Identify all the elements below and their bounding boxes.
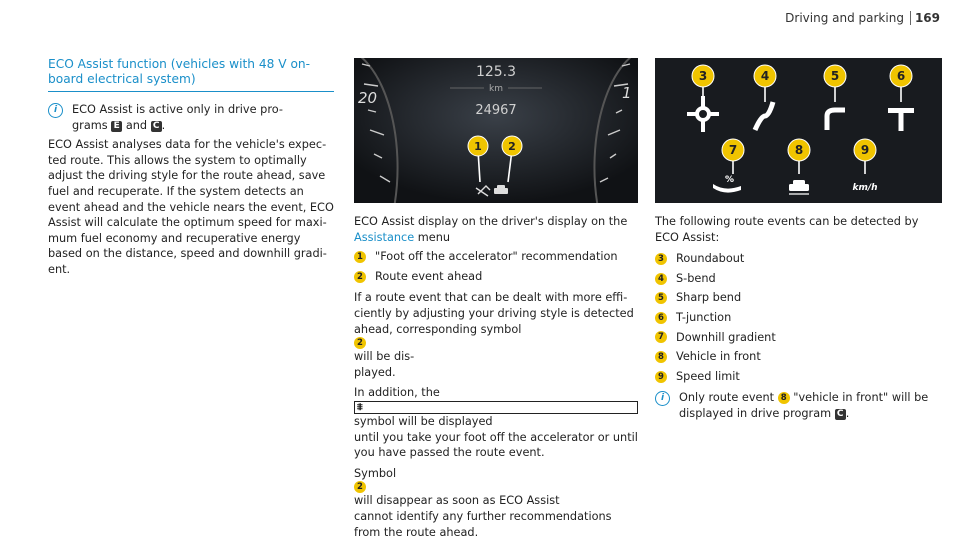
speed-limit-icon: km/h: [852, 183, 878, 193]
note-text: "vehicle in front" will be: [789, 391, 929, 405]
list-item: [354, 249, 638, 265]
callout-badge: 2: [354, 337, 366, 349]
text: will be dis-: [354, 350, 415, 364]
svg-text:1: 1: [474, 140, 482, 153]
callout-badge: 2: [354, 271, 366, 283]
line: from the route ahead.: [354, 525, 479, 539]
body-paragraph: [48, 137, 334, 277]
callout-7: [722, 139, 744, 161]
line: [354, 466, 638, 509]
callout-9: [854, 139, 876, 161]
callout-badge: 8: [655, 351, 667, 363]
line: cannot identify any further recommendations: [354, 509, 612, 523]
list-item: [655, 251, 942, 267]
text: In addition, the: [354, 386, 440, 400]
page-number: 169: [910, 11, 940, 25]
note-text: displayed in drive program: [679, 406, 835, 420]
line: fuel and recuperate. If the system detects an: [48, 184, 304, 198]
svg-text:6: 6: [896, 69, 906, 83]
svg-text:2: 2: [508, 140, 516, 153]
route-event-icons-graphic: [655, 58, 942, 203]
line: ent.: [48, 262, 71, 276]
list-text: Roundabout: [676, 252, 745, 266]
list-item: [655, 349, 942, 365]
note-text: Only route event: [679, 391, 778, 405]
info-icon: i: [655, 391, 670, 406]
svg-text:3: 3: [698, 69, 708, 83]
line: adjust the driving style for the route ahead, save: [48, 169, 326, 183]
note-text: ECO Assist is active only in drive pro-: [72, 103, 283, 116]
line: [354, 385, 638, 429]
list-text: Speed limit: [676, 369, 740, 383]
instrument-cluster-graphic: [354, 58, 638, 203]
list-text: "Foot off the accelerator" recommendation: [375, 250, 618, 264]
column-display-legend: [354, 214, 638, 545]
section-heading: ECO Assist function (vehicles with 48 V on-board electrical system): [48, 57, 334, 92]
body-paragraph: [354, 385, 638, 460]
callout-badge: 9: [655, 371, 667, 383]
line: based on the distance, speed and downhill gradi-: [48, 247, 327, 261]
callout-badge: 5: [655, 292, 667, 304]
callout-badge: 6: [655, 312, 667, 324]
list-item: [655, 271, 942, 287]
driver-display-image: [354, 58, 638, 203]
info-icon: i: [48, 103, 63, 118]
line: mum fuel economy and recuperative energy: [48, 231, 301, 245]
drive-program-c-icon: C: [835, 409, 846, 420]
text: Symbol: [354, 466, 397, 480]
foot-off-symbol-icon: ⩨: [354, 401, 638, 414]
svg-text:9: 9: [860, 143, 870, 157]
trip-distance: 125.3: [475, 64, 517, 80]
speedo-number: 20: [358, 89, 378, 107]
callout-badge: 8: [778, 392, 790, 404]
note-text: grams: [72, 118, 112, 132]
section-title: Driving and parking: [785, 11, 904, 25]
drive-program-e-icon: E: [111, 121, 122, 132]
list-item: [354, 269, 638, 285]
text: will disappear as soon as ECO Assist: [354, 494, 560, 508]
callout-4: [754, 65, 776, 87]
body-paragraph: [354, 290, 638, 380]
drive-program-c-icon: C: [151, 121, 162, 132]
intro-line: ECO Assist:: [655, 230, 720, 244]
info-note: [48, 102, 334, 133]
line: you have passed the route event.: [354, 446, 545, 460]
callout-5: [824, 65, 846, 87]
note-text: and: [122, 118, 151, 132]
figure-caption: ECO Assist display on the driver's display on the: [354, 215, 628, 228]
list-item: [655, 310, 942, 326]
line: [354, 322, 638, 365]
list-text: S-bend: [676, 271, 716, 285]
line: ECO Assist analyses data for the vehicle's expec-: [48, 138, 327, 152]
callout-badge: 2: [354, 481, 366, 493]
list-text: Downhill gradient: [676, 330, 776, 344]
note-text: .: [845, 406, 850, 420]
assistance-menu-link[interactable]: Assistance: [354, 230, 415, 244]
line: event ahead and the vehicle nears the event, ECO: [48, 200, 334, 214]
note-text: .: [161, 118, 166, 132]
list-text: Vehicle in front: [676, 350, 761, 364]
text: ahead, corresponding symbol: [354, 322, 522, 336]
list-item: [655, 369, 942, 385]
svg-text:7: 7: [728, 143, 738, 157]
info-note: [655, 390, 942, 421]
column-eco-assist: [48, 58, 334, 283]
list-item: [655, 290, 942, 306]
text: symbol will be displayed: [354, 414, 493, 428]
callout-badge: 4: [655, 273, 667, 285]
intro-line: The following route events can be detected by: [655, 215, 919, 228]
callout-badge: 3: [655, 253, 667, 265]
callout-8: [788, 139, 810, 161]
column-route-events: [655, 214, 942, 426]
caption-text: menu: [414, 230, 451, 244]
list-text: Sharp bend: [676, 291, 742, 305]
distance-unit: km: [489, 84, 503, 94]
line: Assist will calculate the optimum speed for maxi-: [48, 216, 327, 230]
callout-1: [468, 136, 488, 156]
svg-text:5: 5: [830, 69, 840, 83]
line: ciently by adjusting your driving style is detected: [354, 306, 634, 320]
svg-text:%: %: [725, 175, 735, 185]
line: until you take your foot off the accelerator or until: [354, 430, 638, 444]
list-text: Route event ahead: [375, 269, 483, 283]
tacho-number: 1: [622, 84, 632, 102]
callout-2: [502, 136, 522, 156]
callout-6: [890, 65, 912, 87]
list-item: [655, 330, 942, 346]
line: If a route event that can be dealt with more effi-: [354, 291, 628, 305]
callout-badge: 7: [655, 331, 667, 343]
body-paragraph: [354, 466, 638, 540]
callout-3: [692, 65, 714, 87]
callout-badge: 1: [354, 251, 366, 263]
svg-text:8: 8: [794, 143, 804, 157]
line: ted route. This allows the system to optimally: [48, 153, 307, 167]
page-header: [785, 11, 940, 25]
list-text: T-junction: [676, 310, 732, 324]
odometer: 24967: [475, 103, 517, 118]
svg-text:4: 4: [760, 69, 770, 83]
line: played.: [354, 365, 396, 379]
route-events-image: [655, 58, 942, 203]
